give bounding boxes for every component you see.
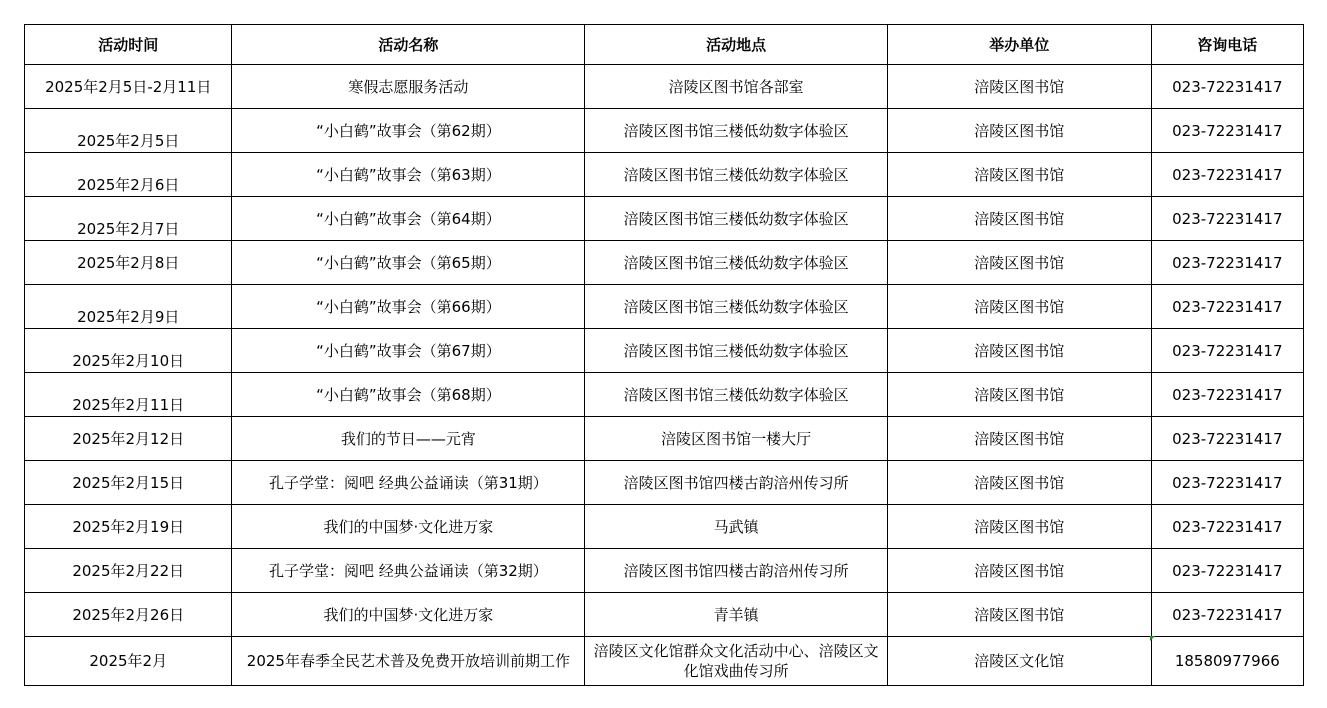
cell-date: 2025年2月 (25, 637, 232, 686)
cell-name: 寒假志愿服务活动 (232, 65, 585, 109)
table-row (25, 549, 1304, 593)
cell-phone: 023-72231417 (1151, 461, 1303, 505)
header-activity-name: 活动名称 (232, 25, 585, 65)
cell-date: 2025年2月19日 (25, 505, 232, 549)
cell-phone: 023-72231417 (1151, 197, 1303, 241)
activity-schedule-table (24, 24, 1304, 686)
header-phone: 咨询电话 (1151, 25, 1303, 65)
cell-name: “小白鹤”故事会（第63期） (232, 153, 585, 197)
header-activity-time: 活动时间 (25, 25, 232, 65)
cell-phone: 023-72231417 (1151, 373, 1303, 417)
cell-name: “小白鹤”故事会（第65期） (232, 241, 585, 285)
table-row (25, 461, 1304, 505)
table-row (25, 285, 1304, 329)
cell-phone: 023-72231417 (1151, 153, 1303, 197)
cell-date: 2025年2月5日-2月11日 (25, 65, 232, 109)
cell-date-text: 2025年2月9日 (77, 308, 180, 326)
cell-location: 涪陵区图书馆三楼低幼数字体验区 (585, 153, 888, 197)
cell-organizer: 涪陵区图书馆 (888, 285, 1152, 329)
table-row (25, 505, 1304, 549)
cell-location: 涪陵区图书馆三楼低幼数字体验区 (585, 373, 888, 417)
cell-phone: 023-72231417 (1151, 329, 1303, 373)
header-organizer: 举办单位 (888, 25, 1152, 65)
cell-location: 涪陵区图书馆三楼低幼数字体验区 (585, 109, 888, 153)
cell-location: 涪陵区图书馆一楼大厅 (585, 417, 888, 461)
cell-location: 涪陵区图书馆三楼低幼数字体验区 (585, 241, 888, 285)
cell-date (25, 153, 232, 197)
cell-location: 青羊镇 (585, 593, 888, 637)
cell-name: 我们的中国梦·文化进万家 (232, 505, 585, 549)
cell-phone: 023-72231417 (1151, 549, 1303, 593)
cell-name: “小白鹤”故事会（第68期） (232, 373, 585, 417)
cell-location: 涪陵区图书馆四楼古韵涪州传习所 (585, 461, 888, 505)
table-header-row (25, 25, 1304, 65)
cell-date: 2025年2月8日 (25, 241, 232, 285)
cell-name: “小白鹤”故事会（第64期） (232, 197, 585, 241)
cell-name: 我们的节日——元宵 (232, 417, 585, 461)
cell-location: 涪陵区图书馆四楼古韵涪州传习所 (585, 549, 888, 593)
header-activity-location: 活动地点 (585, 25, 888, 65)
cell-phone: 023-72231417 (1151, 505, 1303, 549)
cell-date (25, 109, 232, 153)
table-row (25, 241, 1304, 285)
cell-name: 2025年春季全民艺术普及免费开放培训前期工作 (232, 637, 585, 686)
cell-phone: 023-72231417 (1151, 109, 1303, 153)
table-row (25, 417, 1304, 461)
table-row (25, 593, 1304, 637)
cell-name: “小白鹤”故事会（第66期） (232, 285, 585, 329)
cell-date (25, 197, 232, 241)
cell-phone: 18580977966 (1151, 637, 1303, 686)
cell-name: 孔子学堂：阅吧 经典公益诵读（第31期） (232, 461, 585, 505)
cell-date (25, 373, 232, 417)
cell-date-text: 2025年2月7日 (77, 220, 180, 238)
table-row (25, 109, 1304, 153)
cell-name: “小白鹤”故事会（第62期） (232, 109, 585, 153)
cell-location: 马武镇 (585, 505, 888, 549)
cell-organizer: 涪陵区图书馆 (888, 109, 1152, 153)
cell-date-text: 2025年2月6日 (77, 176, 180, 194)
cell-location: 涪陵区文化馆群众文化活动中心、涪陵区文化馆戏曲传习所 (585, 637, 888, 686)
cell-date: 2025年2月12日 (25, 417, 232, 461)
cell-organizer: 涪陵区图书馆 (888, 505, 1152, 549)
cell-organizer: 涪陵区图书馆 (888, 65, 1152, 109)
cell-organizer: 涪陵区图书馆 (888, 373, 1152, 417)
cell-organizer: 涪陵区图书馆 (888, 329, 1152, 373)
cell-organizer: 涪陵区图书馆 (888, 197, 1152, 241)
table-row (25, 373, 1304, 417)
table-row (25, 329, 1304, 373)
cell-date (25, 285, 232, 329)
cell-phone: 023-72231417 (1151, 241, 1303, 285)
cell-location: 涪陵区图书馆三楼低幼数字体验区 (585, 285, 888, 329)
cell-organizer: 涪陵区图书馆 (888, 461, 1152, 505)
cell-location: 涪陵区图书馆三楼低幼数字体验区 (585, 197, 888, 241)
cell-organizer: 涪陵区文化馆 (888, 637, 1152, 686)
cell-phone: 023-72231417 (1151, 285, 1303, 329)
cell-organizer: 涪陵区图书馆 (888, 417, 1152, 461)
cell-name: 我们的中国梦·文化进万家 (232, 593, 585, 637)
cell-name: 孔子学堂：阅吧 经典公益诵读（第32期） (232, 549, 585, 593)
cell-date-text: 2025年2月11日 (72, 396, 185, 414)
cell-date: 2025年2月22日 (25, 549, 232, 593)
cell-date-text: 2025年2月5日 (77, 132, 180, 150)
table-row (25, 65, 1304, 109)
table-row (25, 197, 1304, 241)
table-row (25, 153, 1304, 197)
cell-organizer: 涪陵区图书馆 (888, 549, 1152, 593)
cell-organizer: 涪陵区图书馆 (888, 153, 1152, 197)
cell-date: 2025年2月26日 (25, 593, 232, 637)
cell-date: 2025年2月15日 (25, 461, 232, 505)
cell-organizer: 涪陵区图书馆 (888, 593, 1152, 637)
cell-date (25, 329, 232, 373)
cell-phone: 023-72231417 (1151, 593, 1303, 637)
cell-location: 涪陵区图书馆各部室 (585, 65, 888, 109)
cell-organizer: 涪陵区图书馆 (888, 241, 1152, 285)
cell-phone: 023-72231417 (1151, 65, 1303, 109)
cell-date-text: 2025年2月10日 (72, 352, 185, 370)
cell-location: 涪陵区图书馆三楼低幼数字体验区 (585, 329, 888, 373)
cell-comment-marker (1150, 636, 1155, 641)
cell-name: “小白鹤”故事会（第67期） (232, 329, 585, 373)
cell-phone: 023-72231417 (1151, 417, 1303, 461)
table-row (25, 637, 1304, 686)
